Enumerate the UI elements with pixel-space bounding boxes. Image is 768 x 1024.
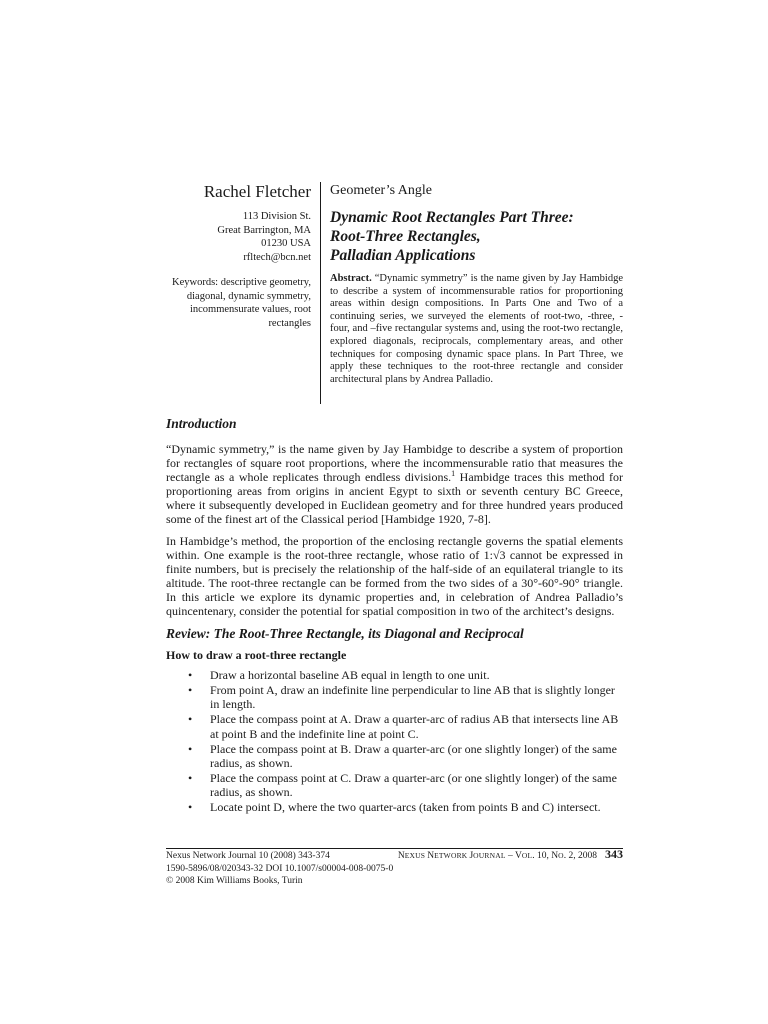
running-journal-title bbox=[398, 849, 623, 863]
abstract-label: Abstract. bbox=[330, 273, 372, 284]
abstract-text: “Dynamic symmetry” is the name given by Jay Hambidge to describe a system of incommensurable ratios for proportioning areas within design compositions. In Parts One and Two of a continuing series, we surveyed the elements of root-two, -three, -four, and –five rectangular systems and, using the root-two rectangle, explored diagonals, reciprocals, complementary areas, and other techniques for composing dynamic space plans. In Part Three, we apply these techniques to the root-three rectangle and consider architectural plans by Andrea Palladio. bbox=[330, 273, 624, 385]
bullet-icon: • bbox=[188, 741, 193, 756]
steps-list bbox=[166, 668, 623, 814]
step-text: Place the compass point at B. Draw a quarter-arc (or one slightly longer) of the same radius, as shown. bbox=[210, 741, 617, 770]
list-item bbox=[166, 712, 623, 740]
keywords: Keywords: descriptive geometry, diagonal, dynamic symmetry, incommensurate values, root rectangles bbox=[172, 277, 311, 329]
abstract bbox=[330, 273, 623, 386]
step-text: From point A, draw an indefinite line perpendicular to line AB that is slightly longer in length. bbox=[210, 683, 615, 712]
journal-title-part: – bbox=[505, 851, 515, 861]
section-heading-review: Review: The Root-Three Rectangle, its Diagonal and Reciprocal bbox=[166, 626, 524, 642]
list-item bbox=[166, 668, 623, 682]
list-item bbox=[166, 683, 623, 711]
step-text: Place the compass point at C. Draw a quarter-arc (or one slightly longer) of the same radius, as shown. bbox=[210, 770, 617, 799]
author-email[interactable]: rfltech@bcn.net bbox=[243, 251, 311, 263]
page-footer bbox=[166, 847, 623, 887]
section-heading-introduction: Introduction bbox=[166, 416, 237, 431]
bullet-icon: • bbox=[188, 799, 193, 814]
issn-doi[interactable]: 1590-5896/08/020343-32 DOI 10.1007/s00004-008-0075-0 bbox=[166, 864, 394, 874]
bullet-icon: • bbox=[188, 712, 193, 727]
author-name: Rachel Fletcher bbox=[203, 182, 311, 201]
bullet-icon: • bbox=[188, 668, 193, 683]
address-line: 01230 USA bbox=[261, 238, 311, 249]
journal-title-part: ETWORK bbox=[434, 851, 470, 860]
journal-title-part: . 2, 2008 bbox=[563, 851, 597, 861]
journal-title-part: . 10, bbox=[532, 851, 552, 861]
title-line: Palladian Applications bbox=[330, 247, 476, 264]
author-address bbox=[160, 210, 311, 264]
page-number: 343 bbox=[605, 847, 623, 861]
list-item bbox=[166, 771, 623, 799]
footnote-marker[interactable]: 1 bbox=[451, 469, 456, 479]
paper-body bbox=[166, 415, 623, 815]
column-name: Geometer’s Angle bbox=[330, 183, 432, 198]
author-block bbox=[160, 182, 311, 330]
footer-row bbox=[166, 847, 623, 864]
title-line: Dynamic Root Rectangles Part Three: bbox=[330, 209, 574, 226]
journal-title-part: N bbox=[397, 851, 405, 861]
journal-citation: Nexus Network Journal 10 (2008) 343-374 bbox=[166, 851, 330, 861]
journal-title-part: EXUS bbox=[404, 851, 428, 860]
bullet-icon: • bbox=[188, 683, 193, 698]
journal-title-part: N bbox=[551, 851, 559, 861]
title-line: Root-Three Rectangles, bbox=[330, 228, 481, 245]
journal-title-part: J bbox=[469, 851, 474, 861]
list-item bbox=[166, 800, 623, 814]
intro-p1-text-b: Hambidge traces this method for proportioning areas from origins in ancient Egypt to sixth or seventh century BC Greece, where it subsequently developed in Euclidean geometry and for three hundred years produced some of the finest art of the Classical period [Hambidge 1920, 7-8]. bbox=[166, 470, 623, 527]
step-text: Draw a horizontal baseline AB equal in length to one unit. bbox=[210, 668, 490, 683]
bullet-icon: • bbox=[188, 770, 193, 785]
journal-title-part: OL bbox=[521, 851, 533, 860]
list-item bbox=[166, 742, 623, 770]
address-line: 113 Division St. bbox=[242, 211, 311, 222]
paper-title bbox=[330, 208, 623, 265]
intro-paragraph-1 bbox=[166, 442, 623, 527]
journal-title-part: N bbox=[427, 851, 435, 861]
journal-title-part: OURNAL bbox=[473, 851, 506, 860]
intro-p1-text-a: “Dynamic symmetry,” is the name given by Jay Hambidge to describe a system of proportion for rectangles of square root proportions, where the incommensurable ratio that measures the rectangle as a whole replicates through endless divisions. bbox=[166, 442, 623, 485]
copyright: © 2008 Kim Williams Books, Turin bbox=[166, 875, 303, 886]
journal-title-part: O bbox=[558, 851, 564, 860]
intro-paragraph-2: In Hambidge’s method, the proportion of the enclosing rectangle governs the spatial elements within. One example is the root-three rectangle, whose ratio of 1:√3 cannot be expressed in finite numbers, but is precisely the relationship of the half-side of an equilateral triangle to its altitude. The root-three rectangle can be formed from the two sides of a 30°-60°-90° triangle. In this article we explore its dynamic properties and, in celebration of Andrea Palladio’s quincentenary, consider the potential for spatial composition in two of the architect’s designs. bbox=[166, 533, 623, 619]
subheading-how-to-draw: How to draw a root-three rectangle bbox=[166, 648, 347, 663]
address-line: Great Barrington, MA bbox=[217, 224, 311, 236]
header-divider bbox=[320, 182, 321, 404]
title-block bbox=[330, 182, 623, 386]
step-text: Place the compass point at A. Draw a quarter-arc of radius AB that intersects line AB at point B and the indefinite line at point C. bbox=[210, 712, 619, 741]
journal-title-part: V bbox=[514, 851, 522, 861]
step-text: Locate point D, where the two quarter-arcs (taken from points B and C) intersect. bbox=[210, 799, 601, 814]
